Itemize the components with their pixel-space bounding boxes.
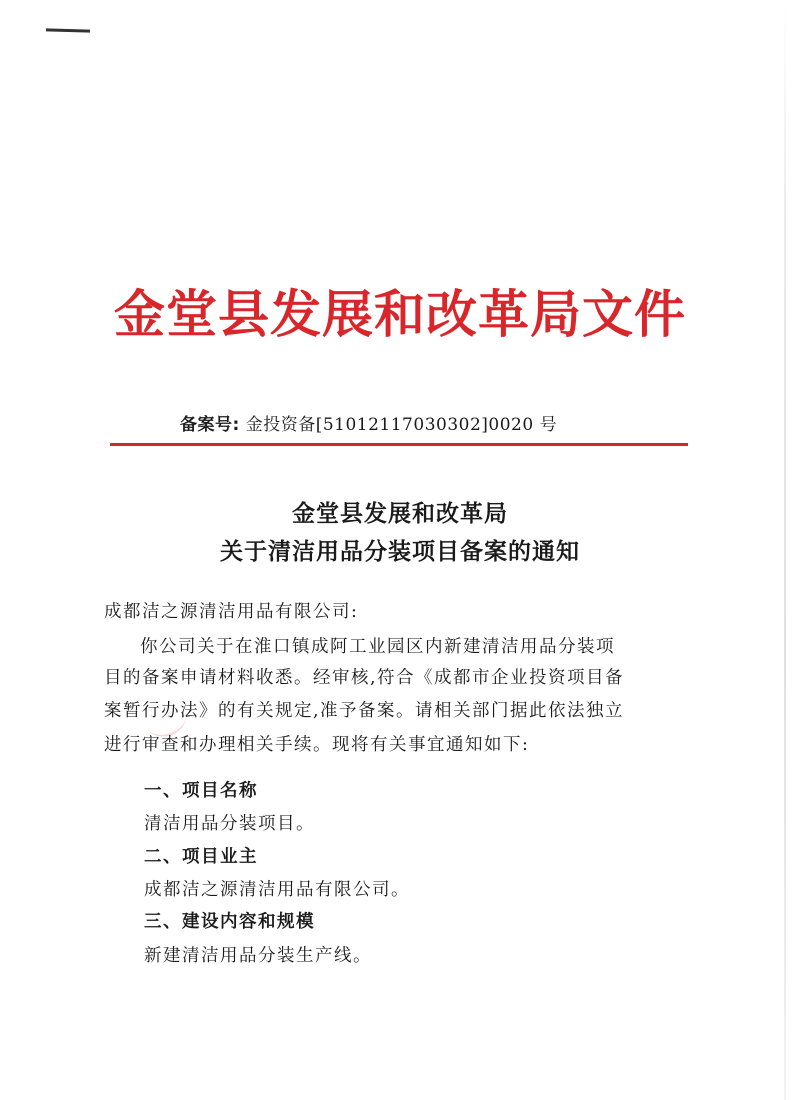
filing-label: 备案号: [180,415,240,435]
red-separator-rule [110,443,688,446]
section-content: 新建清洁用品分装生产线。 [144,946,372,966]
document-title-line1: 金堂县发展和改革局 [292,501,508,527]
section-content: 成都洁之源清洁用品有限公司。 [144,880,410,900]
paragraph-line: 目的备案申请材料收悉。经审核,符合《成都市企业投资项目备 [104,668,625,688]
scan-corner-mark [46,28,90,32]
paragraph-line: 案暂行办法》的有关规定,准予备案。请相关部门据此依法独立 [104,701,625,721]
section-content: 清洁用品分装项目。 [144,814,315,834]
section-heading: 一、项目名称 [144,781,258,801]
section-heading: 二、项目业主 [144,847,258,867]
filing-number: 金投资备[51012117030302]0020 号 [245,415,558,435]
agency-header-title: 金堂县发展和改革局文件 [113,286,686,345]
document-title-line2: 关于清洁用品分装项目备案的通知 [220,539,580,565]
addressee: 成都洁之源清洁用品有限公司: [104,602,359,622]
filing-number-line [180,410,557,435]
section-heading: 三、建设内容和规模 [144,912,315,932]
paragraph-line: 进行审查和办理相关手续。现将有关事宜通知如下: [104,735,530,755]
paragraph-line: 你公司关于在淮口镇成阿工业园区内新建清洁用品分装项 [140,637,615,657]
